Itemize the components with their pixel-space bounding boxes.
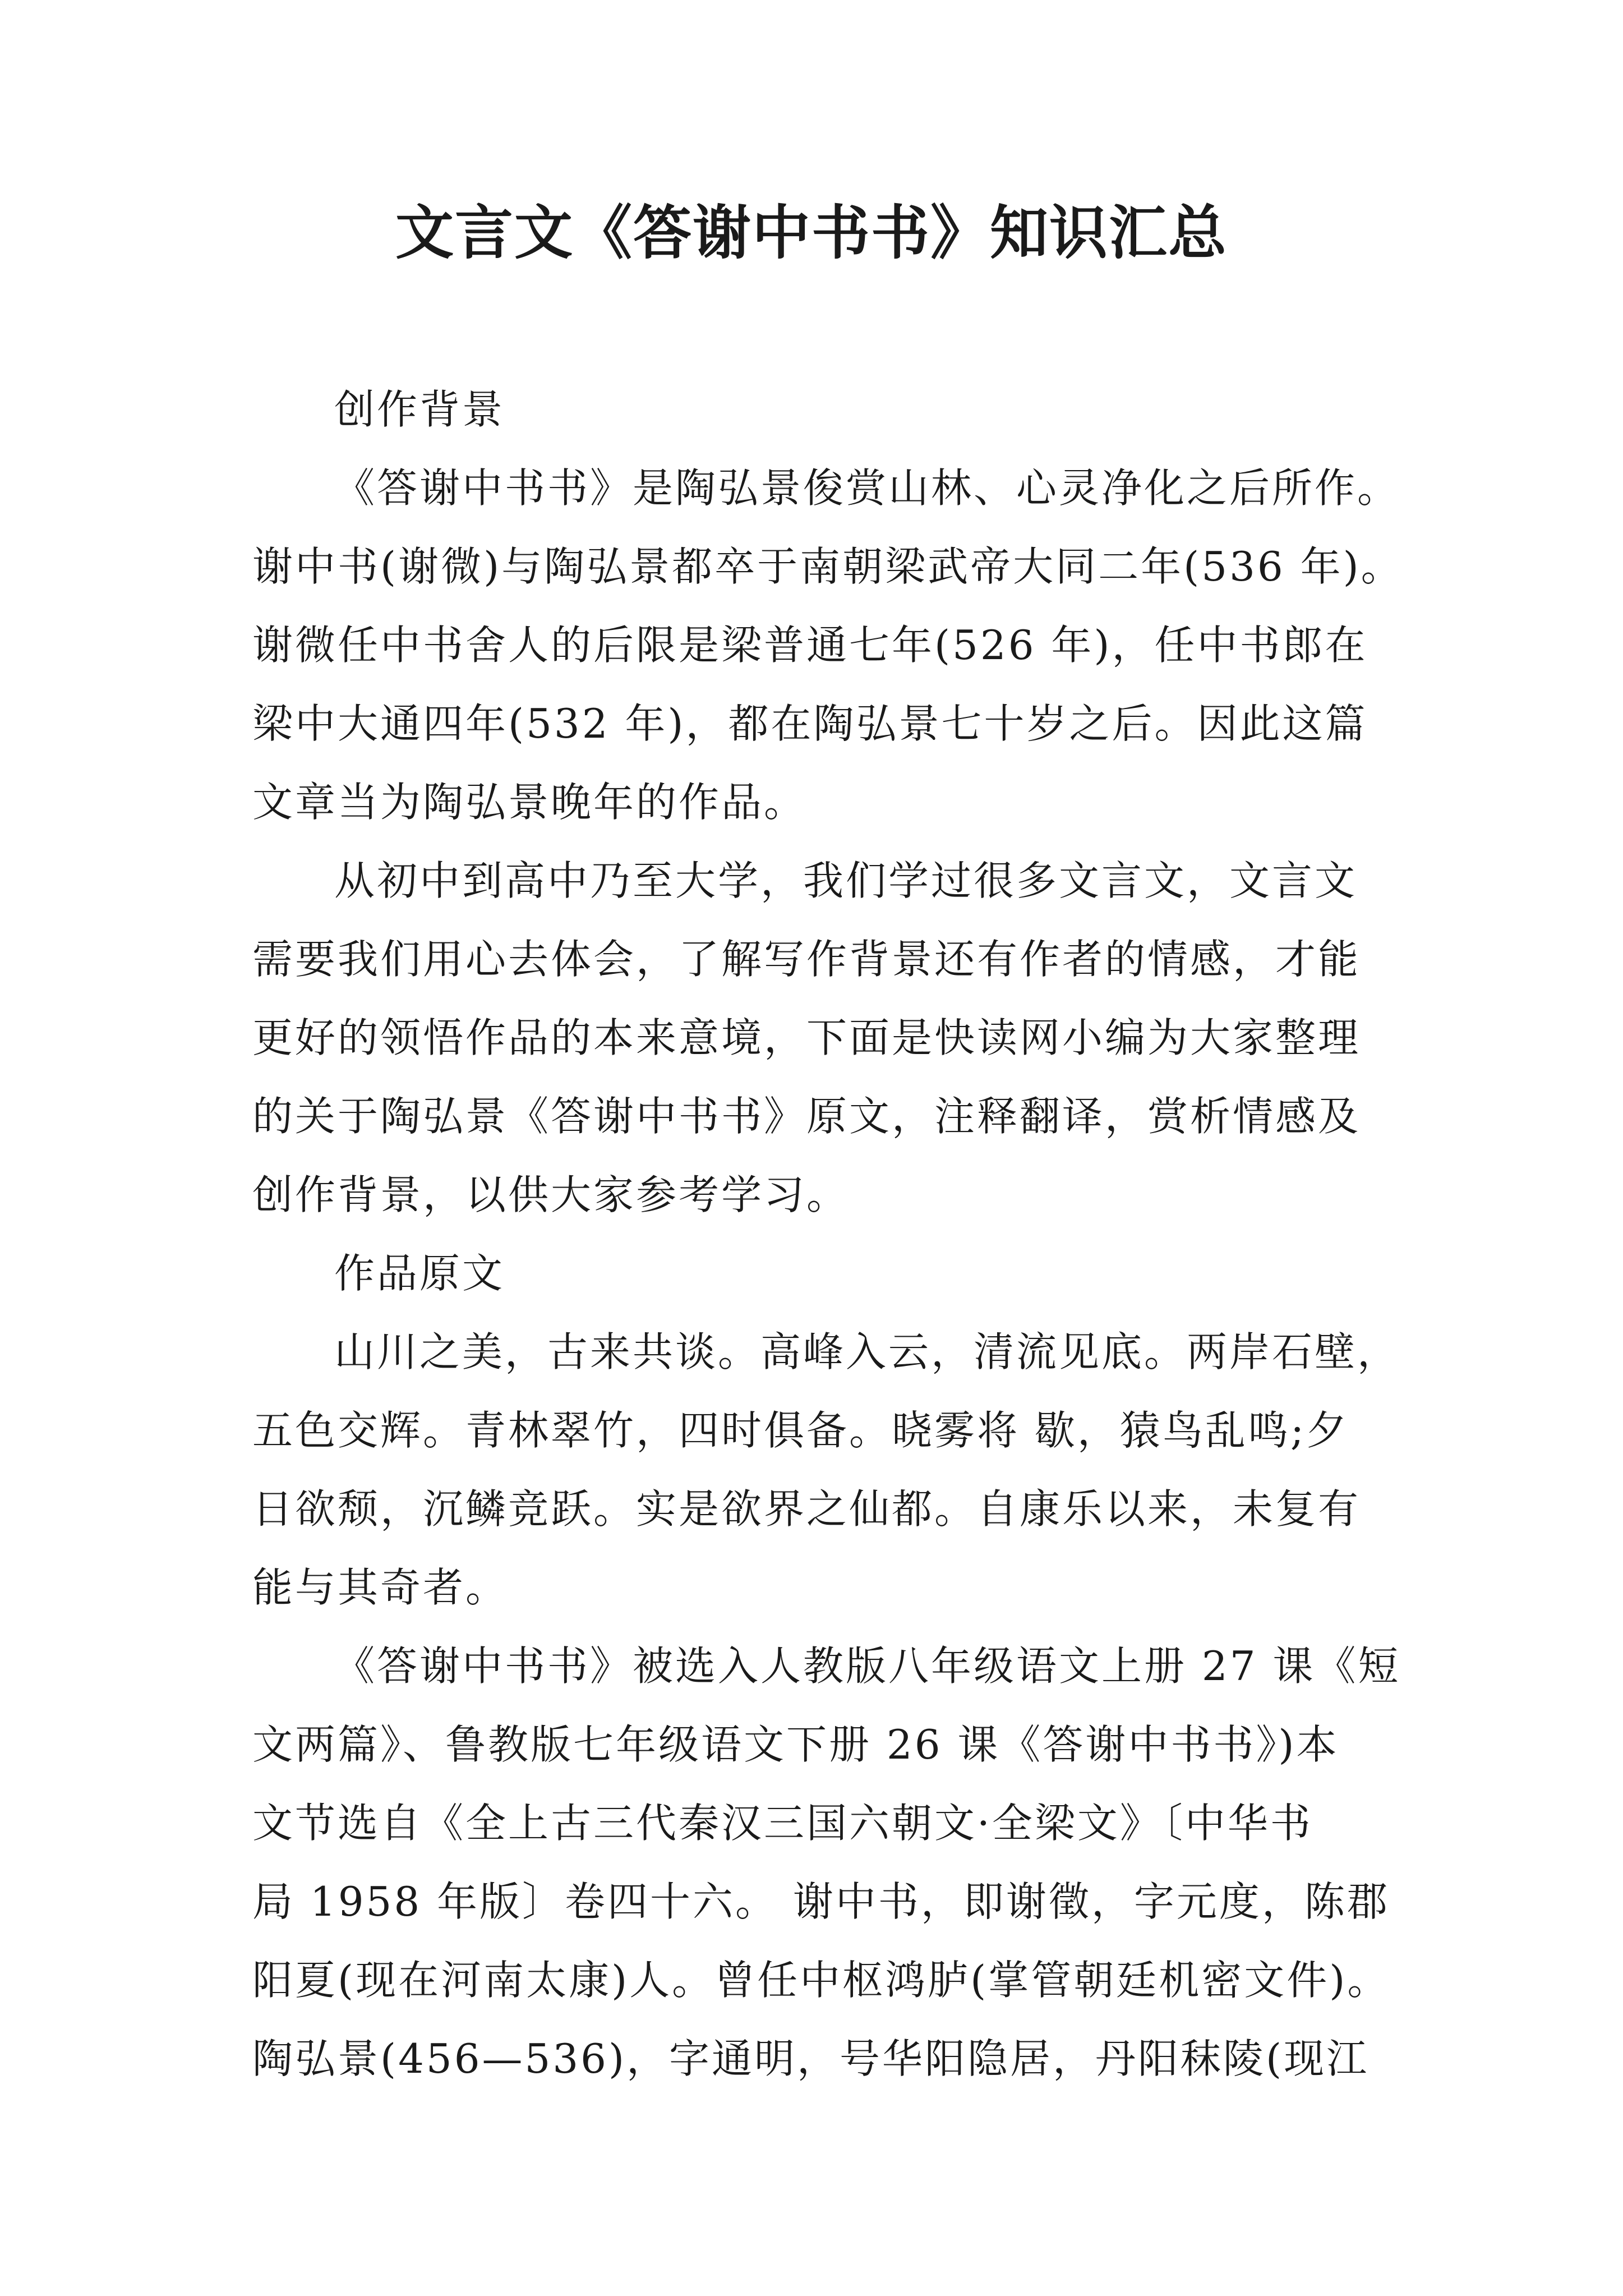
text-line: 《答谢中书书》是陶弘景俊赏山林、心灵净化之后所作。 bbox=[334, 464, 1400, 512]
text-line: 陶弘景(456—536)，字通明，号华阳隐居，丹阳秣陵(现江 bbox=[252, 2035, 1370, 2082]
text-line: 创作背景，以供大家参考学习。 bbox=[252, 1171, 850, 1218]
text-line: 更好的领悟作品的本来意境，下面是快读网小编为大家整理 bbox=[252, 1014, 1361, 1061]
text-line: 梁中大通四年(532 年)，都在陶弘景七十岁之后。因此这篇 bbox=[252, 700, 1368, 747]
text-line: 局 1958 年版〕卷四十六。 谢中书，即谢徵，字元度，陈郡 bbox=[252, 1878, 1390, 1925]
text-line: 谢中书(谢微)与陶弘景都卒于南朝梁武帝大同二年(536 年)。 bbox=[252, 543, 1404, 590]
document-title: 文言文《答谢中书书》知识汇总 bbox=[395, 198, 1228, 267]
text-line: 五色交辉。青林翠竹，四时俱备。晓雾将 歇，猿鸟乱鸣;夕 bbox=[252, 1407, 1349, 1454]
text-line: 文两篇》、鲁教版七年级语文下册 26 课《答谢中书书》)本 bbox=[252, 1721, 1339, 1768]
text-line: 需要我们用心去体会，了解写作背景还有作者的情感，才能 bbox=[252, 936, 1361, 983]
text-line: 日欲颓，沉鳞竞跃。实是欲界之仙都。自康乐以来，未复有 bbox=[252, 1485, 1361, 1533]
text-line: 山川之美，古来共谈。高峰入云，清流见底。两岸石壁， bbox=[334, 1328, 1400, 1375]
text-line: 《答谢中书书》被选入人教版八年级语文上册 27 课《短 bbox=[334, 1642, 1401, 1690]
text-line: 的关于陶弘景《答谢中书书》原文，注释翻译，赏析情感及 bbox=[252, 1093, 1361, 1140]
text-line: 创作背景 bbox=[334, 386, 505, 433]
text-line: 谢微任中书舍人的后限是梁普通七年(526 年)，任中书郎在 bbox=[252, 622, 1368, 669]
text-line: 作品原文 bbox=[334, 1250, 505, 1297]
text-line: 文节选自《全上古三代秦汉三国六朝文·全梁文》〔中华书 bbox=[252, 1800, 1313, 1847]
text-line: 从初中到高中乃至大学，我们学过很多文言文，文言文 bbox=[334, 857, 1358, 904]
document-body bbox=[252, 370, 1486, 2098]
text-line: 文章当为陶弘景晚年的作品。 bbox=[252, 779, 807, 826]
text-line: 能与其奇者。 bbox=[252, 1564, 509, 1611]
text-line: 阳夏(现在河南太康)人。曾任中枢鸿胪(掌管朝廷机密文件)。 bbox=[252, 1957, 1390, 2004]
